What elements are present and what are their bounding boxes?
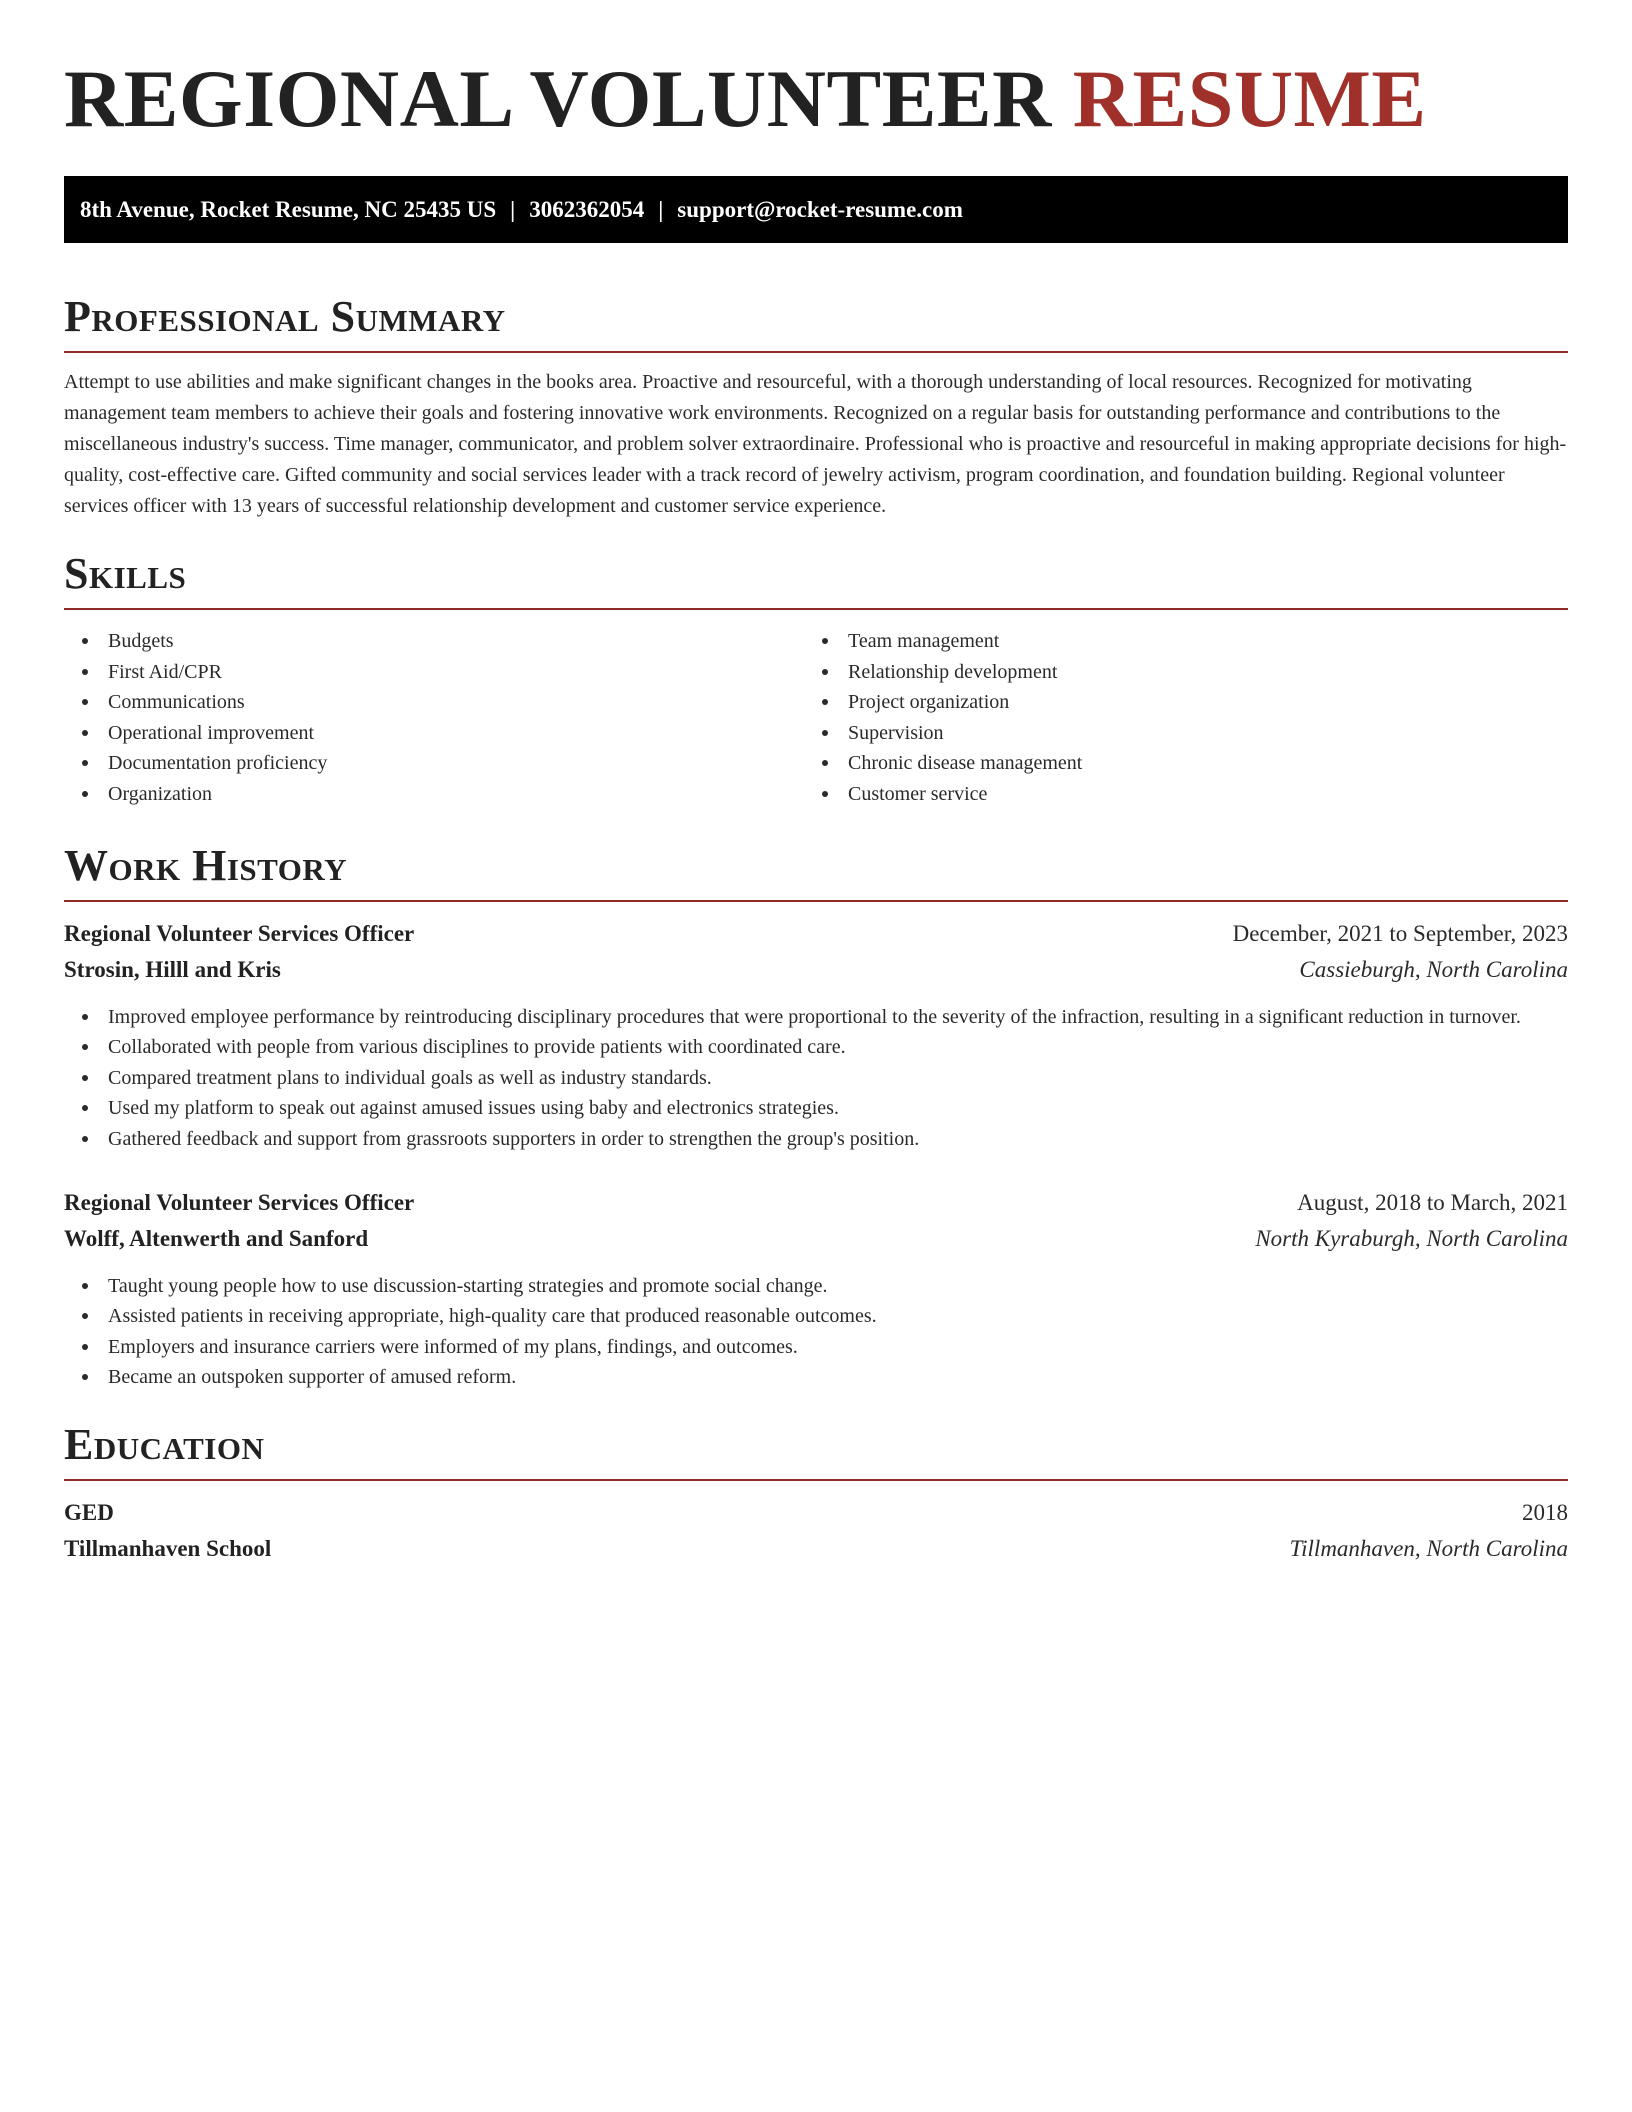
skill-item: Organization	[64, 779, 804, 810]
job-bullet: Gathered feedback and support from grassroots supporters in order to strengthen the group's position.	[64, 1124, 1568, 1155]
summary-text: Attempt to use abilities and make significant changes in the books area. Proactive and resourceful, with a thorough understanding of local resources. Recognized for motivating management team members to achieve their goals and fostering innovative work environments. Recognized on a regular basis for outstanding performance and contributions to the miscellaneous industry's success. Time manager, communicator, and problem solver extraordinaire. Professional who is proactive and resourceful in making appropriate decisions for high-quality, cost-effective care. Gifted community and social services leader with a track record of jewelry activism, program coordination, and foundation building. Regional volunteer services officer with 13 years of successful relationship development and customer service experience.	[64, 371, 1567, 517]
section-divider	[64, 1479, 1568, 1481]
job-header-row	[64, 916, 1568, 952]
job-location: North Kyraburgh, North Carolina	[1255, 1225, 1568, 1251]
education-header-row	[64, 1495, 1568, 1531]
job-bullet: Improved employee performance by reintroducing disciplinary procedures that were proportional to the severity of the infraction, resulting in a significant reduction in turnover.	[64, 1002, 1568, 1033]
contact-email: support@rocket-resume.com	[677, 196, 963, 222]
job-company: Wolff, Altenwerth and Sanford	[64, 1225, 369, 1251]
skill-item: Operational improvement	[64, 718, 804, 749]
work-history-section	[64, 840, 1568, 1393]
skill-item: Customer service	[804, 779, 1544, 810]
education-degree: GED	[64, 1499, 114, 1525]
job-entry	[64, 916, 1568, 1155]
job-dates: August, 2018 to March, 2021	[1297, 1189, 1568, 1215]
skills-heading: Skills	[64, 549, 187, 598]
education-school-row	[64, 1531, 1568, 1567]
education-section	[64, 1419, 1568, 1567]
section-divider	[64, 608, 1568, 610]
skill-item: Supervision	[804, 718, 1544, 749]
skill-item: Chronic disease management	[804, 748, 1544, 779]
skill-item: Team management	[804, 626, 1544, 657]
contact-separator: |	[658, 196, 664, 222]
skill-item: Project organization	[804, 687, 1544, 718]
job-company-row	[64, 952, 1568, 988]
job-title: Regional Volunteer Services Officer	[64, 1189, 415, 1215]
section-divider	[64, 351, 1568, 353]
resume-title	[64, 53, 1568, 144]
education-location: Tillmanhaven, North Carolina	[1289, 1535, 1568, 1561]
job-company-row	[64, 1221, 1568, 1257]
job-bullet: Used my platform to speak out against amused issues using baby and electronics strategies.	[64, 1093, 1568, 1124]
job-company: Strosin, Hilll and Kris	[64, 956, 281, 982]
job-bullet: Collaborated with people from various disciplines to provide patients with coordinated care.	[64, 1032, 1568, 1063]
skill-item: Budgets	[64, 626, 804, 657]
job-bullet: Became an outspoken supporter of amused reform.	[64, 1362, 1568, 1393]
skill-item: First Aid/CPR	[64, 657, 804, 688]
job-bullet: Employers and insurance carriers were informed of my plans, findings, and outcomes.	[64, 1332, 1568, 1363]
contact-phone: 3062362054	[529, 196, 645, 222]
summary-heading: Professional Summary	[64, 292, 506, 341]
education-entry	[64, 1495, 1568, 1567]
contact-separator: |	[510, 196, 516, 222]
job-location: Cassieburgh, North Carolina	[1299, 956, 1568, 982]
skills-list-left	[64, 626, 804, 810]
summary-section	[64, 292, 1568, 522]
education-school: Tillmanhaven School	[64, 1535, 272, 1561]
contact-address: 8th Avenue, Rocket Resume, NC 25435 US	[80, 196, 497, 222]
job-bullet: Taught young people how to use discussion-starting strategies and promote social change.	[64, 1271, 1568, 1302]
contact-bar	[64, 176, 1568, 243]
resume-title-main: REGIONAL VOLUNTEER	[64, 53, 1052, 144]
resume-title-accent: RESUME	[1072, 53, 1427, 144]
skills-list-right	[804, 626, 1544, 810]
job-dates: December, 2021 to September, 2023	[1232, 920, 1568, 946]
education-heading: Education	[64, 1419, 265, 1469]
job-title: Regional Volunteer Services Officer	[64, 920, 415, 946]
skill-item: Documentation proficiency	[64, 748, 804, 779]
job-entry	[64, 1185, 1568, 1393]
skill-item: Relationship development	[804, 657, 1544, 688]
job-bullet: Assisted patients in receiving appropriate, high-quality care that produced reasonable outcomes.	[64, 1301, 1568, 1332]
section-divider	[64, 900, 1568, 902]
work-history-heading: Work History	[64, 840, 348, 890]
job-header-row	[64, 1185, 1568, 1221]
education-year: 2018	[1522, 1499, 1568, 1525]
skills-section	[64, 549, 1568, 810]
skill-item: Communications	[64, 687, 804, 718]
job-bullets	[64, 1002, 1568, 1155]
job-bullet: Compared treatment plans to individual goals as well as industry standards.	[64, 1063, 1568, 1094]
job-bullets	[64, 1271, 1568, 1393]
skills-columns	[64, 626, 1568, 810]
resume-page	[64, 0, 1568, 1567]
